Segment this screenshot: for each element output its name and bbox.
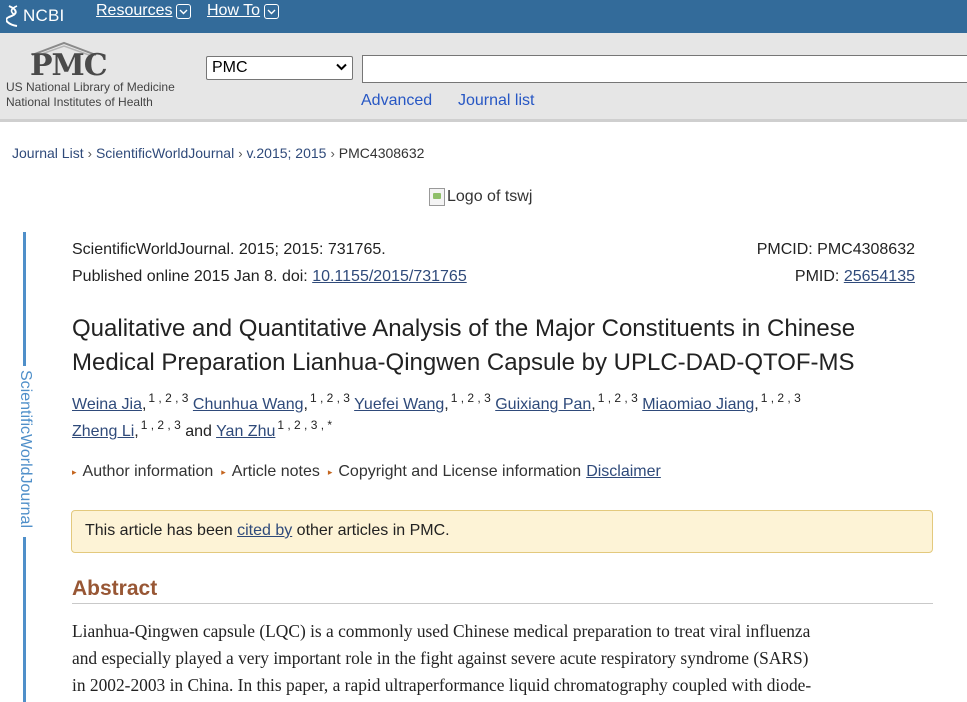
author-link[interactable]: Guixiang Pan xyxy=(495,396,592,413)
cited-by-prefix: This article has been xyxy=(85,522,238,539)
advanced-search-link[interactable]: Advanced xyxy=(361,92,433,109)
published-text: Published online 2015 Jan 8. doi: xyxy=(72,268,313,285)
author-affiliation[interactable]: 1 , 2 , 3 xyxy=(450,391,491,405)
nih-label: National Institutes of Health xyxy=(6,95,153,109)
expand-triangle-icon: ▸ xyxy=(221,466,226,477)
breadcrumb-separator-icon: › xyxy=(87,145,92,161)
author-link[interactable]: Zheng Li xyxy=(72,423,135,440)
pmc-subtitle xyxy=(6,80,175,110)
author-affiliation[interactable]: 1 , 2 , 3 xyxy=(597,391,638,405)
author-link[interactable]: Chunhua Wang xyxy=(192,396,304,413)
citation-line: ScientificWorldJournal. 2015; 2015: 731765. xyxy=(72,241,386,258)
expand-triangle-icon: ▸ xyxy=(327,466,333,477)
ncbi-helix-icon xyxy=(6,4,20,28)
pmid-link[interactable]: 25654135 xyxy=(843,268,915,285)
abstract-line: and especially played a very important role in the fight against severe acute respiratory syndrome (SARS) xyxy=(72,648,809,668)
abstract-line: in 2002-2003 in China. In this paper, a rapid ultraperformance liquid chromatography coupled with diode- xyxy=(72,675,812,695)
resources-menu[interactable] xyxy=(96,2,191,20)
search-input[interactable] xyxy=(362,55,967,83)
author-list: Weina Jia, $^{1 , 2 , 3}$ Chunhua Wang, $^{1 , 2 , 3}$ Yuefei Wang, $^{1 , 2 , 3}$ Guixiang Pan, $^{1 , 2 , 3}$ Miaomiao Jiang, $^{1 , 2 , 3}$ Zheng Li, $^{1 , 2 , 3}$ and Yan Zhu $^{1 , 2 , 3 , *}$ xyxy=(72,391,801,440)
ncbi-logo[interactable] xyxy=(6,4,64,28)
database-select[interactable] xyxy=(206,56,353,80)
doi-link[interactable]: 10.1155/2015/731765 xyxy=(312,268,467,285)
breadcrumb-separator-icon: › xyxy=(238,145,243,161)
database-select-value: PMC xyxy=(212,59,248,76)
breadcrumb-current: PMC4308632 xyxy=(338,145,425,161)
expand-triangle-icon: ▸ xyxy=(72,466,77,477)
article-title: Qualitative and Quantitative Analysis of the Major Constituents in Chinese Medical Preparation Lianhua-Qingwen Capsule by UPLC-DAD-QTOF-MS xyxy=(72,315,856,376)
cited-by-link[interactable]: cited by xyxy=(237,522,293,539)
cited-by-suffix: other articles in PMC. xyxy=(292,522,450,539)
ncbi-logo-text: NCBI xyxy=(23,6,65,25)
pmid-line xyxy=(757,263,915,290)
citation-block xyxy=(72,236,467,290)
author-link[interactable]: Yan Zhu xyxy=(216,423,276,440)
authors-and: and xyxy=(185,423,212,440)
author-information-toggle[interactable]: Author information xyxy=(82,463,214,480)
nlm-label: US National Library of Medicine xyxy=(6,80,175,94)
journal-logo-alt: Logo of tswj xyxy=(447,188,533,205)
article-notes-toggle[interactable]: Article notes xyxy=(231,463,320,480)
journal-side-line xyxy=(23,537,26,702)
pmid-label: PMID: xyxy=(794,268,844,285)
abstract-text xyxy=(72,618,932,699)
ncbi-top-bar xyxy=(0,0,967,33)
chevron-down-icon xyxy=(176,4,191,19)
journal-side-label-text: ScientificWorldJournal xyxy=(17,370,34,528)
article-info-row xyxy=(72,463,661,481)
disclaimer-link[interactable]: Disclaimer xyxy=(586,463,661,480)
resources-label: Resources xyxy=(96,2,173,19)
breadcrumb-journal-list[interactable]: Journal List xyxy=(12,145,84,161)
author-link[interactable]: Yuefei Wang xyxy=(354,396,445,413)
breadcrumb-journal[interactable]: ScientificWorldJournal xyxy=(95,145,235,161)
pmcid-text: PMCID: PMC4308632 xyxy=(756,241,915,258)
journal-side-label[interactable] xyxy=(14,370,36,532)
author-link[interactable]: Weina Jia xyxy=(72,396,142,413)
chevron-down-icon xyxy=(336,63,347,71)
journal-side-line xyxy=(23,232,26,366)
breadcrumb xyxy=(12,145,424,161)
author-affiliation[interactable]: 1 , 2 , 3 xyxy=(309,391,350,405)
pmc-header xyxy=(0,33,967,122)
cited-by-notice xyxy=(71,510,933,553)
author-affiliation[interactable]: 1 , 2 , 3 xyxy=(140,418,181,432)
published-line xyxy=(72,263,467,290)
how-to-label: How To xyxy=(207,2,261,19)
author-affiliation[interactable]: 1 , 2 , 3 xyxy=(148,391,189,405)
breadcrumb-volume[interactable]: v.2015; 2015 xyxy=(246,145,327,161)
journal-logo[interactable] xyxy=(429,188,532,206)
journal-list-link[interactable]: Journal list xyxy=(458,92,535,109)
copyright-toggle[interactable]: Copyright and License information xyxy=(338,463,582,480)
breadcrumb-separator-icon: › xyxy=(330,145,335,161)
how-to-menu[interactable] xyxy=(207,2,279,20)
author-link[interactable]: Miaomiao Jiang xyxy=(642,396,755,413)
abstract-line: Lianhua-Qingwen capsule (LQC) is a commonly used Chinese medical preparation to treat viral influenza xyxy=(72,621,811,641)
chevron-down-icon xyxy=(264,4,279,19)
author-affiliation[interactable]: 1 , 2 , 3 , * xyxy=(277,418,333,432)
pmc-logo-text[interactable]: PMC xyxy=(30,48,107,83)
broken-image-icon xyxy=(429,188,445,206)
citation-ids xyxy=(757,236,915,290)
abstract-heading: Abstract xyxy=(72,577,933,604)
author-affiliation[interactable]: 1 , 2 , 3 xyxy=(760,391,801,405)
